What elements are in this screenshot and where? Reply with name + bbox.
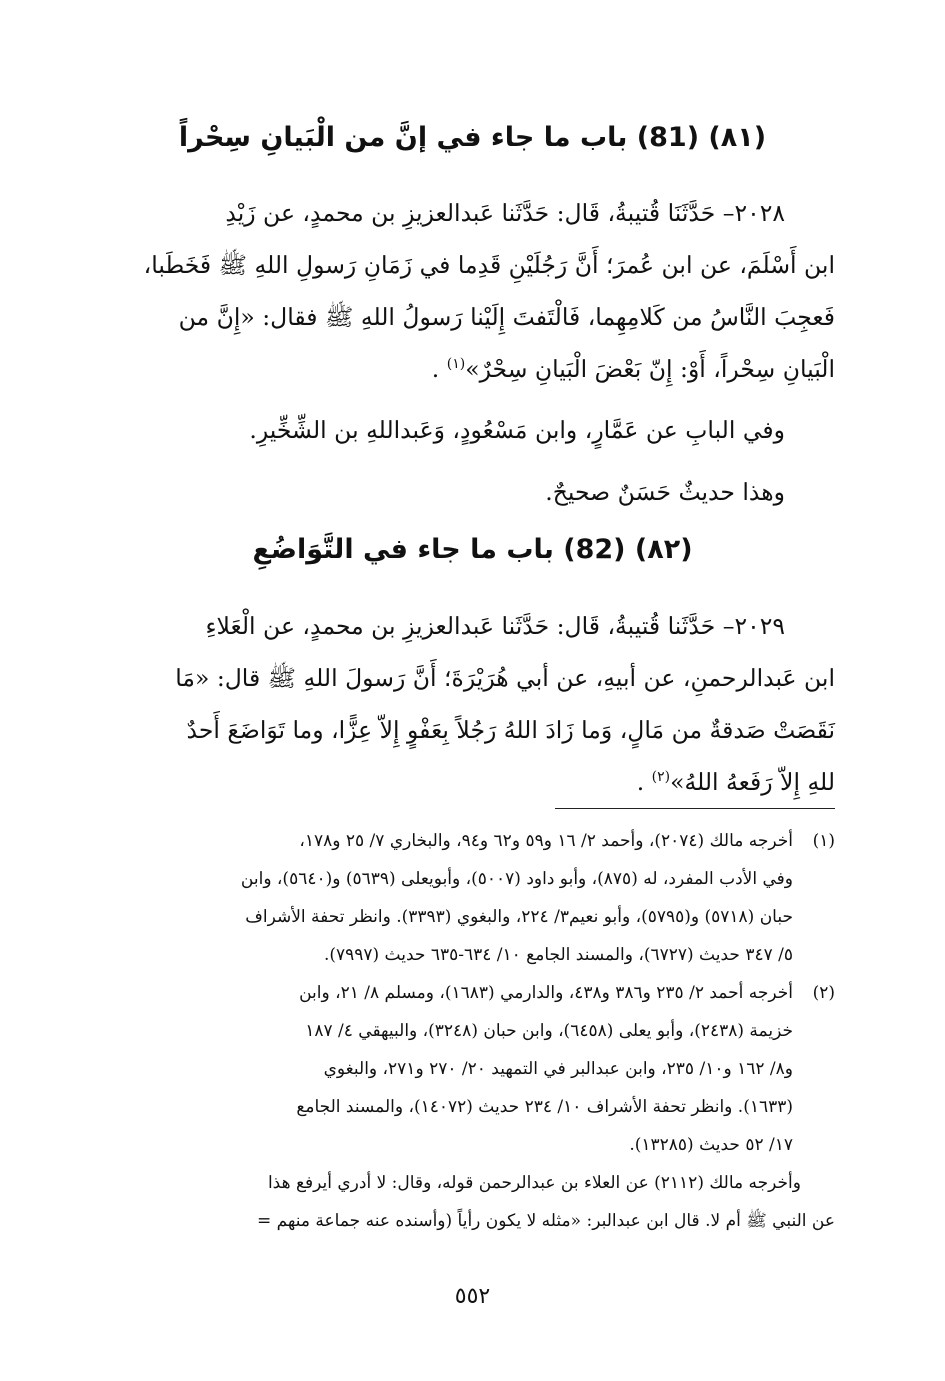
footnote-body [110,974,793,1164]
footnote-line: وفي الأدب المفرد، له (٨٧٥)، وأبو داود (٥٠٠٧)، وأبويعلى (٥٦٣٩) و(٥٦٤٠)، وابن [240,869,793,889]
bab-note: وفي البابِ عن عَمَّارٍ، وابن مَسْعُودٍ، وَعَبداللهِ بن الشِّخِّيرِ. [249,416,785,444]
hadith-grade: وهذا حديثٌ حَسَنٌ صحيحٌ. [545,478,785,506]
hadith-line: نَقَصَتْ صَدقةٌ من مَالٍ، وَما زَادَ اللهُ رَجُلاً بِعَفْوٍ إِلاّ عِزًّا، وما تَوَاضَعَ أَحدٌ [186,716,835,744]
hadith-line: ٢٠٢٨– حَدَّثَنَا قُتيبةُ، قَال: حَدَّثَنا عَبدالعزيزِ بن محمدٍ، عن زَيْدِ [225,199,785,227]
hadith-line: للهِ إِلاّ رَفَعهُ اللهُ»$^{(٢)}$ . [636,768,835,796]
footnote-body [110,822,793,974]
footnote-line: وأخرجه مالك (٢١١٢) عن العلاء بن عبدالرحمن قوله، وقال: لا أدري أيرفع هذا [267,1173,801,1193]
footnote-line: أخرجه مالك (٢٠٧٤)، وأحمد ٢/ ١٦ و٥٩ و٦٢ و٩٤، والبخاري ٧/ ٢٥ و١٧٨، [299,831,793,851]
footnote-line: (١٦٣٣). وانظر تحفة الأشراف ١٠/ ٢٣٤ حديث (١٤٠٧٢)، والمسند الجامع [296,1097,793,1117]
hadith-line: الْبَيانِ سِحْراً، أَوْ: إِنّ بَعْضَ الْبَيانِ سِحْرٌ»$^{(١)}$ . [431,355,835,383]
footnote-number: (٢) [812,983,835,1003]
hadith-line: ٢٠٢٩– حَدَّثَنا قُتيبةُ، قَال: حَدَّثَنا عَبدالعزيزِ بن محمدٍ، عن الْعَلاءِ [205,612,785,640]
footnote-2 [110,974,835,1164]
footnote-line: حبان (٥٧١٨) و(٥٧٩٥)، وأبو نعيم٣/ ٢٢٤، والبغوي (٣٣٩٣). وانظر تحفة الأشراف [245,907,793,927]
footnote-number: (١) [812,831,835,851]
footnote-line: و٨/ ١٦٢ و١٠/ ٢٣٥، وابن عبدالبر في التمهيد ٢٠/ ٢٧٠ و٢٧١، والبغوي [323,1059,793,1079]
chapter-heading-82: (٨٢) (82) باب ما جاء في التَّوَاضُعِ [252,534,693,565]
hadith-line-text: للهِ إِلاّ رَفَعهُ اللهُ» [670,768,835,796]
footnote-ref-2: (٢) [651,769,671,786]
footnote-line: عن النبي ﷺ أم لا. قال ابن عبدالبر: «مثله لا يكون رأياً (وأسنده عنه جماعة منهم = [256,1211,835,1231]
footnote-line: أخرجه أحمد ٢/ ٢٣٥ و٣٨٦ و٤٣٨، والدارمي (١٦٨٣)، ومسلم ٨/ ٢١، وابن [299,983,793,1003]
hadith-line-text: الْبَيانِ سِحْراً، أَوْ: إِنّ بَعْضَ الْبَيانِ سِحْرٌ» [465,355,835,383]
footnote-line: ٥/ ٣٤٧ حديث (٦٧٢٧)، والمسند الجامع ١٠/ ٦٣٤-٦٣٥ حديث (٧٩٩٧). [323,945,793,965]
footnote-line: خزيمة (٢٤٣٨)، وأبو يعلى (٦٤٥٨)، وابن حبان (٣٢٤٨)، والبيهقي ٤/ ١٨٧ [305,1021,793,1041]
footnote-2-continuation [110,1164,835,1240]
hadith-line: فَعجِبَ النَّاسُ من كَلامِهِما، فَالْتَفتَ إِلَيْنا رَسولُ اللهِ ﷺ فقال: «إِنَّ من [178,303,835,331]
footnote-separator [555,808,835,809]
footnote-1 [110,822,835,974]
chapter-heading-81: (٨١) (81) باب ما جاء في إنَّ من الْبَيانِ سِحْراً [178,122,767,153]
footnote-ref-1: (١) [446,356,466,373]
hadith-line: ابن عَبدالرحمنِ، عن أبيهِ، عن أبي هُرَيْرَةَ؛ أَنَّ رَسولَ اللهِ ﷺ قال: «مَا [175,664,835,692]
hadith-2029 [110,600,835,808]
footnote-line: ١٧/ ٥٢ حديث (١٣٢٨٥). [629,1135,793,1155]
hadith-2028 [110,187,835,395]
footnotes [110,822,835,1240]
page-number: ٥٥٢ [454,1284,491,1309]
hadith-line: ابن أَسْلَمَ، عن ابن عُمرَ؛ أَنَّ رَجُلَيْنِ قَدِما في زَمَانِ رَسولِ اللهِ ﷺ فَخَطَبا، [143,251,835,279]
